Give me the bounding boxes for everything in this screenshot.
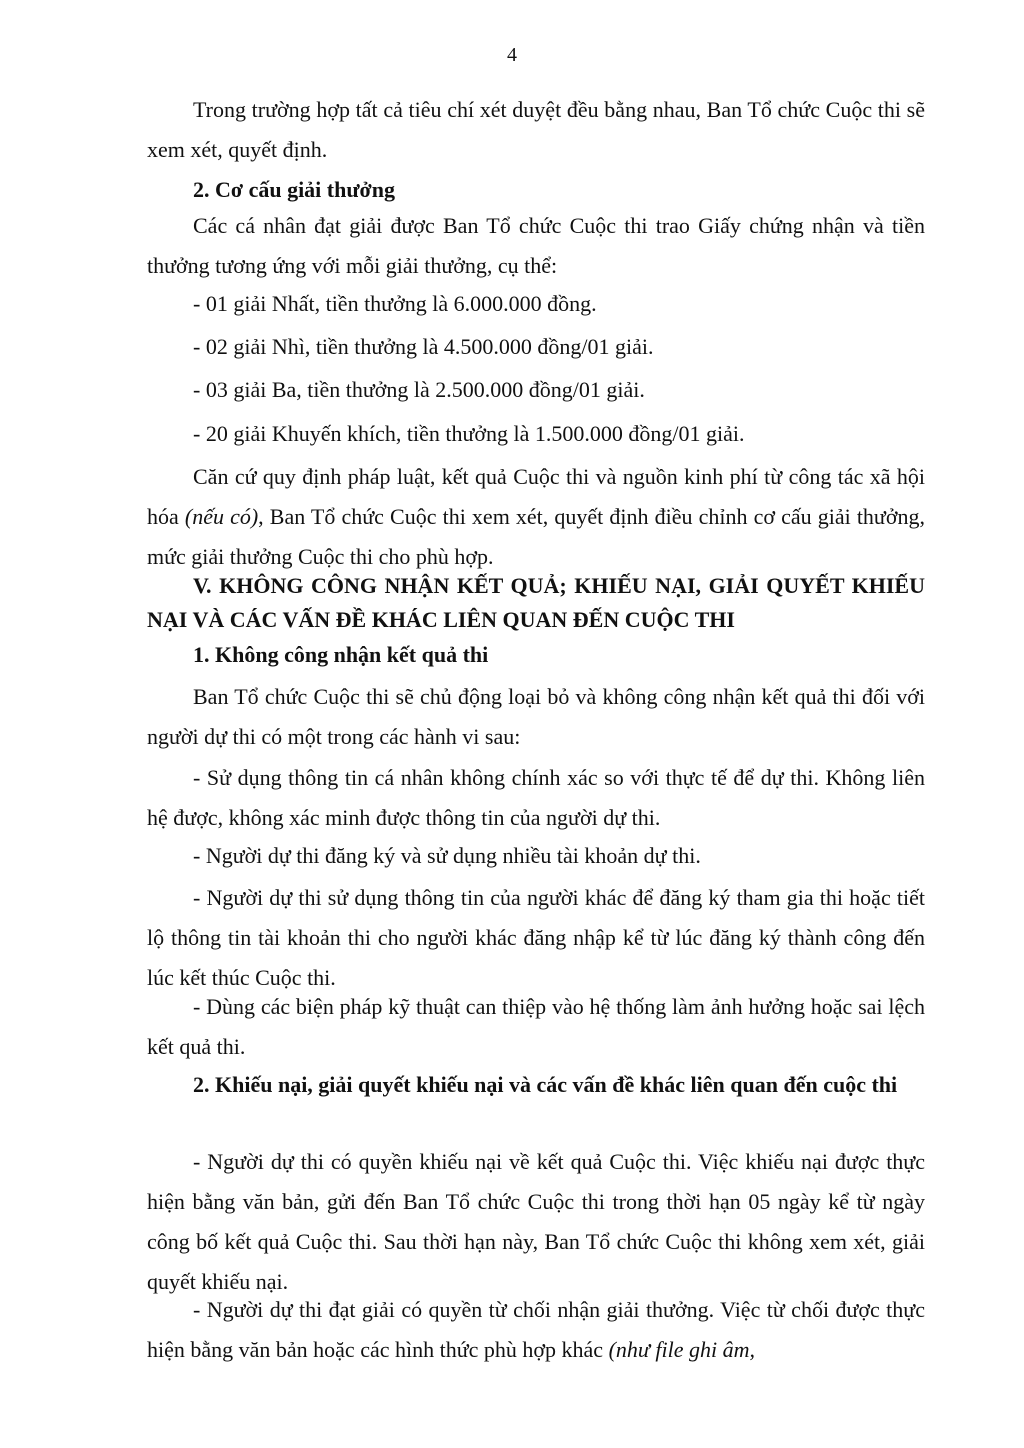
text-run: , Ban Tổ chức Cuộc thi xem xét, quyết định điều chỉnh cơ cấu giải thưởng, mức giải thưởng Cuộc thi cho phù hợp. (147, 504, 925, 569)
paragraph-prize-intro: Các cá nhân đạt giải được Ban Tổ chức Cuộc thi trao Giấy chứng nhận và tiền thưởng tương ứng với mỗi giải thưởng, cụ thể: (147, 213, 925, 278)
paragraph-no-recognition-intro: Ban Tổ chức Cuộc thi sẽ chủ động loại bỏ và không công nhận kết quả thi đối với người dự thi có một trong các hành vi sau: (147, 684, 925, 749)
heading-prize-structure: 2. Cơ cấu giải thưởng (193, 177, 395, 202)
list-item-third-prize: - 03 giải Ba, tiền thưởng là 2.500.000 đồng/01 giải. (193, 377, 645, 402)
page-number: 4 (507, 44, 517, 66)
list-item-multiple-accounts: - Người dự thi đăng ký và sử dụng nhiều tài khoản dự thi. (193, 843, 701, 868)
list-item-incorrect-info: - Sử dụng thông tin cá nhân không chính xác so với thực tế để dự thi. Không liên hệ được, không xác minh được thông tin của người dự thi. (147, 765, 925, 830)
text-run: - Người dự thi đạt giải có quyền từ chối nhận giải thưởng. Việc từ chối được thực hiện bằng văn bản hoặc các hình thức phù hợp khác (147, 1297, 925, 1362)
list-item-technical-interference: - Dùng các biện pháp kỹ thuật can thiệp vào hệ thống làm ảnh hưởng hoặc sai lệch kết quả thi. (147, 994, 925, 1059)
text-run: Căn cứ quy định pháp luật, kết quả Cuộc thi và nguồn kinh phí từ công tác xã hội hóa (147, 464, 925, 529)
paragraph-complaint-rights: - Người dự thi có quyền khiếu nại về kết quả Cuộc thi. Việc khiếu nại được thực hiện bằng văn bản, gửi đến Ban Tổ chức Cuộc thi trong thời hạn 05 ngày kể từ ngày công bố kết quả Cuộc thi. Sau thời hạn này, Ban Tổ chức Cuộc thi không xem xét, giải quyết khiếu nại. (147, 1149, 925, 1294)
text-run-italic: (như file ghi âm, (608, 1337, 756, 1362)
list-item-others-info: - Người dự thi sử dụng thông tin của người khác để đăng ký tham gia thi hoặc tiết lộ thông tin tài khoản thi cho người khác đăng nhập kể từ lúc đăng ký thành công đến lúc kết thúc Cuộc thi. (147, 885, 925, 990)
list-item-second-prize: - 02 giải Nhì, tiền thưởng là 4.500.000 đồng/01 giải. (193, 334, 654, 359)
heading-complaints: 2. Khiếu nại, giải quyết khiếu nại và các vấn đề khác liên quan đến cuộc thi (193, 1072, 898, 1097)
heading-section-v: V. KHÔNG CÔNG NHẬN KẾT QUẢ; KHIẾU NẠI, GIẢI QUYẾT KHIẾU NẠI VÀ CÁC VẤN ĐỀ KHÁC LIÊN QUAN ĐẾN CUỘC THI (147, 573, 925, 632)
text-run-italic: (nếu có) (184, 504, 259, 529)
paragraph-prize-adjustment (147, 457, 925, 577)
paragraph-refuse-prize (147, 1290, 925, 1370)
list-item-first-prize: - 01 giải Nhất, tiền thưởng là 6.000.000 đồng. (193, 291, 597, 316)
list-item-encouragement-prize: - 20 giải Khuyến khích, tiền thưởng là 1.500.000 đồng/01 giải. (193, 421, 745, 446)
paragraph-tie-criteria: Trong trường hợp tất cả tiêu chí xét duyệt đều bằng nhau, Ban Tổ chức Cuộc thi sẽ xem xét, quyết định. (147, 97, 925, 162)
heading-no-recognition: 1. Không công nhận kết quả thi (193, 642, 489, 667)
